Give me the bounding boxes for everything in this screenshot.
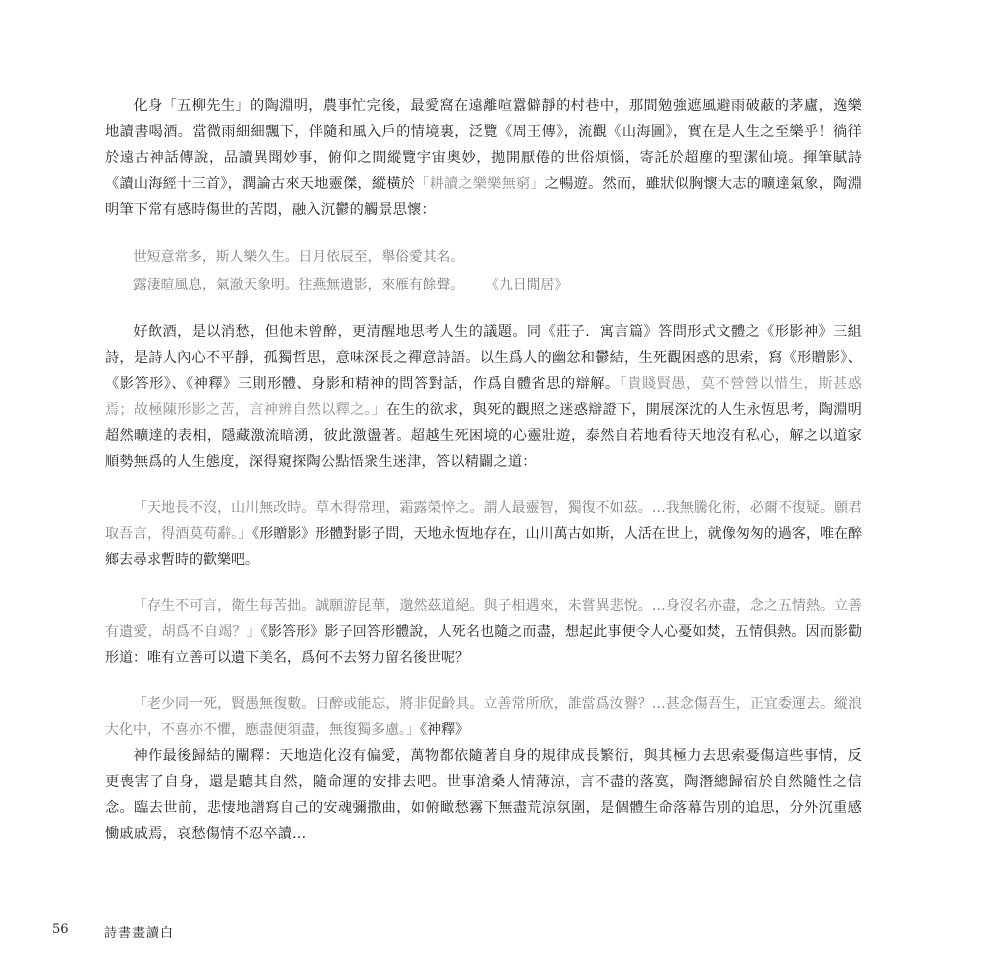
poem-line <box>105 271 862 299</box>
quoted-verse: 「存生不可言，衛生每苦拙。誠願游昆華，邈然茲道絕。與子相遇來，未嘗異悲悅。…身沒名亦盡，念之五情熱。立善有遺愛，胡爲不自竭？」 <box>105 598 862 640</box>
poem-source: 《九日閒居》 <box>492 277 569 293</box>
paragraph-form-shadow-spirit <box>105 319 862 475</box>
paragraph-intro <box>105 93 862 223</box>
quoted-verse: 「老少同一死，賢愚無復數。日醉或能忘，將非促齡具。立善常所欣，誰當爲汝譽？…甚念傷吾生，正宜委運去。縱浪大化中，不喜亦不懼，應盡便須盡，無復獨多慮。」 <box>105 696 862 738</box>
book-title: 詩書畫讀白 <box>104 926 175 941</box>
quote-commentary: 《形贈影》形體對影子問，天地永恆地存在，山川萬古如斯，人活在世上，就像匆匆的過客，唯在醉鄉去尋求暫時的歡樂吧。 <box>105 526 862 568</box>
poem-block <box>105 243 862 299</box>
paragraph-text: 之暢遊。然而，雖狀似胸懷大志的曠達氣象，陶淵明筆下常有感時傷世的苦悶，融入沉鬱的觸景思懷： <box>105 176 862 218</box>
poem-line-text: 露淒暄風息，氣澈天象明。往燕無遺影，來雁有餘聲。 <box>133 277 465 293</box>
quote-spirit-explains <box>105 691 862 743</box>
quote-commentary: 《影答形》影子回答形體說，人死名也隨之而盡，想起此事便令人心憂如焚，五情俱熱。因而影勸形道：唯有立善可以遺下美名，爲何不去努力留名後世呢？ <box>105 624 863 666</box>
paragraph-conclusion: 神作最後歸結的闡釋：天地造化沒有偏愛，萬物都依隨著自身的規律成長繁衍，與其極力去思索憂傷這些事情，反更喪害了自身，還是聽其自然，隨命運的安排去吧。世事滄桑人情薄涼，言不盡的落寞，陶潛總歸宿於自然隨性之信念。臨去世前，悲悽地譜寫自己的安魂彌撒曲，如俯瞰愁霧下無盡荒涼氛圍，是個體生命落幕告別的追思，分外沉重感慟戚戚焉，哀愁傷情不忍卒讀… <box>105 748 862 842</box>
quote-form-to-shadow <box>105 495 862 573</box>
paragraph-text: 在生的欲求，與死的觀照之迷惑辯證下，開展深沈的人生永恆思考，陶淵明超然曠達的表相，隱藏激流暗湧，彼此激盪著。超越生死困境的心靈壯遊，泰然自若地看待天地沒有私心，解之以道家順勢無爲的人生態度，深得窺探陶公點悟衆生迷津，答以精闢之道： <box>105 402 862 470</box>
page-body <box>105 93 862 847</box>
quote-source: 《神釋》 <box>420 722 469 738</box>
quote-shadow-answers-form <box>105 593 862 671</box>
quoted-verse: 「天地長不沒，山川無改時。草木得常理，霜露榮悴之。謂人最靈智，獨復不如茲。…我無騰化術，必爾不復疑。願君取吾言，得酒莫苟辭。」 <box>105 500 862 542</box>
page-number: 56 <box>52 922 69 937</box>
paragraph-text: 化身「五柳先生」的陶淵明，農事忙完後，最愛窩在遠離喧囂僻靜的村巷中，那間勉強遮風避雨破蔽的茅廬，逸樂地讀書喝酒。當微雨細細飄下，伴隨和風入戶的情境裏，泛覽《周王傳》，流觀《山海圖》，實在是人生之至樂乎！徜徉於遠古神話傳說，品讀異聞妙事，俯仰之間縱覽宇宙奧妙，拋開厭倦的世俗煩惱，寄託於超塵的聖潔仙境。揮筆賦詩《讀山海經十三首》，潤論古來天地靈傑，縱橫於 <box>105 98 862 192</box>
highlighted-phrase: 「耕讀之樂樂無窮」 <box>415 176 545 192</box>
poem-line: 世短意常多，斯人樂久生。日月依辰至，舉俗愛其名。 <box>133 249 465 265</box>
paragraph-text: 好飲酒，是以消愁，但他未曾醉，更清醒地思考人生的議題。同《莊子．寓言篇》答問形式文體之《形影神》三組詩，是詩人內心不平靜，孤獨哲思，意味深長之禪意詩語。以生爲人的幽忿和鬱結，生死觀困惑的思索，寫《形贈影》、《影答形》、《神釋》三則形體、身影和精神的問答對話，作爲自體省思的辯解。 <box>105 324 862 392</box>
highlighted-quote: 「貴賤賢愚，莫不營營以惜生，斯甚惑焉；故極陳形影之苦，言神辨自然以釋之。」 <box>105 376 862 418</box>
